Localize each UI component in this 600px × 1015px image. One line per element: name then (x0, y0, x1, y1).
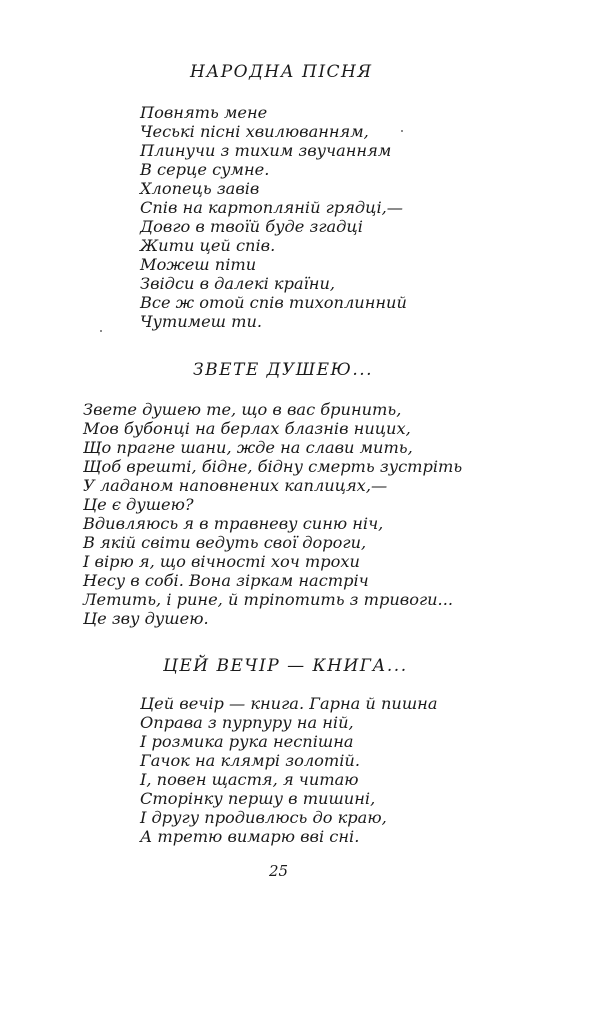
poem-line: Плинучи з тихим звучанням (140, 141, 392, 160)
poem-line: Вдивляюсь я в травневу синю ніч, (83, 514, 384, 533)
poem-line: Мов бубонці на берлах блазнів ницих, (83, 419, 411, 438)
poem-line: Що прагне шани, жде на слави мить, (83, 438, 413, 457)
poem-title-tsei-vechir-knyha: ЦЕЙ ВЕЧІР — КНИГА... (163, 656, 408, 676)
poem-line: Щоб врешті, бідне, бідну смерть зустріть (83, 457, 463, 476)
poem-line: Це зву душею. (83, 609, 209, 628)
poem-line: Довго в твоїй буде згадці (140, 217, 363, 236)
poem-line: Летить, і рине, й тріпотить з тривоги... (83, 590, 453, 609)
poem-line: Цей вечір — книга. Гарна й пишна (140, 694, 438, 713)
poem-line: Хлопець завів (140, 179, 260, 198)
poem-body-tsei-vechir-knyha (140, 694, 438, 846)
poem-line: Несу в собі. Вона зіркам настріч (83, 571, 369, 590)
poem-line: Чеські пісні хвилюванням, (140, 122, 369, 141)
poem-line: І вірю я, що вічності хоч трохи (83, 552, 360, 571)
page-number: 25 (269, 862, 289, 880)
print-speck (100, 330, 102, 332)
poem-line: І, повен щастя, я читаю (140, 770, 359, 789)
poem-line: А третю вимарю вві сні. (140, 827, 360, 846)
poem-line: Повнять мене (140, 103, 268, 122)
poem-line: Оправа з пурпуру на ній, (140, 713, 354, 732)
poem-line: Сторінку першу в тишині, (140, 789, 376, 808)
poem-line: В якій світи ведуть свої дороги, (83, 533, 367, 552)
poem-body-narodna-pisnia (140, 103, 407, 331)
poem-line: Чутимеш ти. (140, 312, 263, 331)
poem-line: Гачок на клямрі золотій. (140, 751, 360, 770)
poem-line: Жити цей спів. (140, 236, 276, 255)
poem-line: Це є душею? (83, 495, 194, 514)
poem-body-zvete-dusheiu (83, 400, 462, 628)
print-speck (401, 130, 403, 132)
poem-line: В серце сумне. (140, 160, 270, 179)
poem-line: І другу продивлюсь до краю, (140, 808, 387, 827)
poem-line: У ладаном наповнених каплицях,— (83, 476, 388, 495)
poem-title-zvete-dusheiu: ЗВЕТЕ ДУШЕЮ... (193, 360, 374, 380)
poem-line: Можеш піти (140, 255, 257, 274)
poem-line: Спів на картопляній грядці,— (140, 198, 403, 217)
poem-line: Все ж отой спів тихоплинний (140, 293, 407, 312)
poem-line: І розмика рука неспішна (140, 732, 354, 751)
poem-title-narodna-pisnia: НАРОДНА ПІСНЯ (190, 62, 373, 82)
poem-line: Звете душею те, що в вас бринить, (83, 400, 402, 419)
poem-line: Звідси в далекі країни, (140, 274, 336, 293)
